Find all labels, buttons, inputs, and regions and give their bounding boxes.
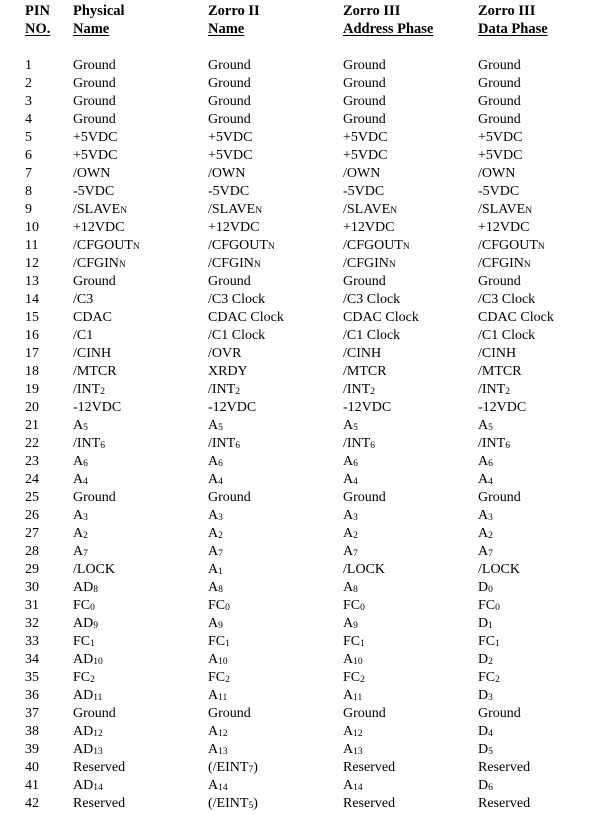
zorro3-address-cell: /CFGOUTN [343, 238, 410, 253]
table-row [0, 309, 594, 327]
pin-number-cell: 39 [25, 742, 39, 757]
table-row [0, 561, 594, 579]
zorro2-name-cell: $FC_0$ [208, 598, 230, 613]
pin-number-cell: 2 [25, 76, 32, 91]
physical-name-cell: $AD_{10}$ [73, 652, 103, 667]
zorro2-name-cell: $A_{11}$ [208, 688, 228, 703]
zorro3-data-cell: $D_4$ [478, 724, 493, 739]
table-row [0, 543, 594, 561]
physical-name-cell: +5VDC [73, 148, 118, 163]
zorro3-data-cell: Ground [478, 94, 521, 109]
zorro3-address-cell: CDAC Clock [343, 310, 419, 325]
header-pin-line1: PIN [25, 3, 50, 19]
zorro2-name-cell: $A_7$ [208, 544, 223, 559]
zorro3-address-cell: $A_7$ [343, 544, 358, 559]
physical-name-cell: /OWN [73, 166, 111, 181]
zorro3-address-cell: Ground [343, 274, 386, 289]
physical-name-cell: $A_7$ [73, 544, 88, 559]
pin-number-cell: 9 [25, 202, 32, 217]
zorro3-data-cell: +5VDC [478, 130, 523, 145]
zorro3-address-cell: /C1 Clock [343, 328, 401, 343]
table-row [0, 687, 594, 705]
zorro3-data-cell: $D_1$ [478, 616, 493, 631]
table-row [0, 363, 594, 381]
zorro3-address-cell: $A_{14}$ [343, 778, 363, 793]
zorro2-name-cell: $FC_1$ [208, 634, 230, 649]
zorro3-address-cell: /MTCR [343, 364, 387, 379]
table-row [0, 273, 594, 291]
zorro3-address-cell: Reserved [343, 796, 396, 811]
table-row [0, 93, 594, 111]
zorro3-address-cell: Ground [343, 94, 386, 109]
zorro3-address-cell: $A_4$ [343, 472, 358, 487]
pin-number-cell: 12 [25, 256, 39, 271]
zorro2-name-cell: $A_6$ [208, 454, 223, 469]
header-zorro3-data-line1: Zorro III [478, 3, 536, 19]
zorro3-data-cell: $D_2$ [478, 652, 493, 667]
physical-name-cell: /C1 [73, 328, 94, 343]
zorro3-address-cell: /CINH [343, 346, 382, 361]
physical-name-cell: $A_2$ [73, 526, 88, 541]
zorro3-data-cell: /OWN [478, 166, 516, 181]
pin-number-cell: 11 [25, 238, 39, 253]
header-zorro3-data-line2: Data Phase [478, 21, 548, 37]
header-zorro2-line2: Name [208, 21, 245, 37]
pin-number-cell: 37 [25, 706, 39, 721]
physical-name-cell: /LOCK [73, 562, 115, 577]
zorro2-name-cell: $A_3$ [208, 508, 223, 523]
table-row [0, 417, 594, 435]
physical-name-cell: $FC_1$ [73, 634, 95, 649]
zorro3-data-cell: $/INT_6$ [478, 436, 510, 451]
zorro3-data-cell: $/INT_2$ [478, 382, 510, 397]
zorro3-data-cell: +5VDC [478, 148, 523, 163]
zorro2-name-cell: $A_{12}$ [208, 724, 228, 739]
pin-number-cell: 1 [25, 58, 32, 73]
zorro3-address-cell: +12VDC [343, 220, 395, 235]
physical-name-cell: /C3 [73, 292, 94, 307]
physical-name-cell: Ground [73, 94, 116, 109]
zorro3-address-cell: $A_{11}$ [343, 688, 363, 703]
zorro2-name-cell: Ground [208, 94, 251, 109]
zorro3-data-cell: /C3 Clock [478, 292, 536, 307]
table-row [0, 129, 594, 147]
table-row [0, 399, 594, 417]
zorro3-address-cell: /OWN [343, 166, 381, 181]
physical-name-cell: Reserved [73, 796, 126, 811]
table-row [0, 111, 594, 129]
physical-name-cell: $A_5$ [73, 418, 88, 433]
zorro3-data-cell: $D_5$ [478, 742, 493, 757]
zorro3-data-cell: Ground [478, 706, 521, 721]
table-row [0, 237, 594, 255]
table-row [0, 777, 594, 795]
physical-name-cell: /CFGOUTN [73, 238, 140, 253]
zorro2-name-cell: $A_9$ [208, 616, 223, 631]
zorro2-name-cell: Ground [208, 706, 251, 721]
header-zorro3-address-line1: Zorro III [343, 3, 401, 19]
physical-name-cell: $A_4$ [73, 472, 88, 487]
table-row [0, 255, 594, 273]
zorro3-data-cell: Reserved [478, 760, 531, 775]
zorro3-address-cell: Ground [343, 112, 386, 127]
pin-number-cell: 19 [25, 382, 39, 397]
zorro2-name-cell: /OVR [208, 346, 242, 361]
zorro3-address-cell: $A_3$ [343, 508, 358, 523]
zorro2-name-cell: Ground [208, 274, 251, 289]
zorro2-name-cell: $A_{13}$ [208, 742, 228, 757]
zorro3-data-cell: $A_4$ [478, 472, 493, 487]
physical-name-cell: $AD_{13}$ [73, 742, 103, 757]
physical-name-cell: Ground [73, 490, 116, 505]
physical-name-cell: +5VDC [73, 130, 118, 145]
physical-name-cell: Ground [73, 112, 116, 127]
physical-name-cell: /MTCR [73, 364, 117, 379]
zorro3-data-cell: $A_6$ [478, 454, 493, 469]
pin-number-cell: 10 [25, 220, 39, 235]
physical-name-cell: $AD_8$ [73, 580, 98, 595]
pin-number-cell: 35 [25, 670, 39, 685]
zorro3-data-cell: /CFGOUTN [478, 238, 545, 253]
physical-name-cell: $/INT_6$ [73, 436, 105, 451]
physical-name-cell: -5VDC [73, 184, 115, 199]
pin-number-cell: 27 [25, 526, 39, 541]
zorro3-data-cell: CDAC Clock [478, 310, 554, 325]
zorro3-data-cell: Ground [478, 112, 521, 127]
zorro3-address-cell: $FC_2$ [343, 670, 365, 685]
pin-number-cell: 24 [25, 472, 39, 487]
zorro2-name-cell: $/INT_2$ [208, 382, 240, 397]
zorro3-address-cell: $FC_1$ [343, 634, 365, 649]
table-row [0, 507, 594, 525]
physical-name-cell: $FC_2$ [73, 670, 95, 685]
zorro2-name-cell: $/INT_6$ [208, 436, 240, 451]
zorro3-data-cell: $D_6$ [478, 778, 493, 793]
zorro3-data-cell: $D_3$ [478, 688, 493, 703]
physical-name-cell: $/INT_2$ [73, 382, 105, 397]
zorro2-name-cell: XRDY [208, 364, 248, 379]
zorro3-data-cell: Ground [478, 58, 521, 73]
zorro3-data-cell: $FC_1$ [478, 634, 500, 649]
table-row [0, 291, 594, 309]
pin-number-cell: 8 [25, 184, 32, 199]
pin-number-cell: 36 [25, 688, 39, 703]
zorro3-address-cell: $A_{12}$ [343, 724, 363, 739]
pin-number-cell: 29 [25, 562, 39, 577]
zorro3-data-cell: /CINH [478, 346, 517, 361]
zorro3-data-cell: Ground [478, 76, 521, 91]
zorro2-name-cell: /CFGINN [208, 256, 261, 271]
header-zorro3-address-line2: Address Phase [343, 21, 434, 37]
zorro3-address-cell: $/INT_6$ [343, 436, 375, 451]
table-row [0, 669, 594, 687]
table-row [0, 705, 594, 723]
zorro3-address-cell: +5VDC [343, 130, 388, 145]
zorro3-data-cell: Ground [478, 490, 521, 505]
table-row [0, 633, 594, 651]
physical-name-cell: Ground [73, 274, 116, 289]
zorro3-address-cell: $A_9$ [343, 616, 358, 631]
zorro2-name-cell: /C3 Clock [208, 292, 266, 307]
pin-number-cell: 34 [25, 652, 39, 667]
zorro3-address-cell: $A_6$ [343, 454, 358, 469]
table-row [0, 471, 594, 489]
table-row [0, 723, 594, 741]
zorro2-name-cell: /CFGOUTN [208, 238, 275, 253]
zorro3-data-cell: $A_3$ [478, 508, 493, 523]
zorro3-address-cell: /C3 Clock [343, 292, 401, 307]
table-row [0, 795, 594, 813]
pin-number-cell: 42 [25, 796, 39, 811]
physical-name-cell: +12VDC [73, 220, 125, 235]
pin-number-cell: 6 [25, 148, 32, 163]
zorro3-address-cell: Ground [343, 58, 386, 73]
zorro2-name-cell: Ground [208, 490, 251, 505]
pin-number-cell: 28 [25, 544, 39, 559]
pin-number-cell: 38 [25, 724, 39, 739]
pin-number-cell: 20 [25, 400, 39, 415]
pin-number-cell: 32 [25, 616, 39, 631]
zorro3-address-cell: /SLAVEN [343, 202, 398, 217]
zorro2-name-cell: /C1 Clock [208, 328, 266, 343]
pin-number-cell: 22 [25, 436, 39, 451]
zorro2-name-cell: +12VDC [208, 220, 260, 235]
table-row [0, 165, 594, 183]
physical-name-cell: Reserved [73, 760, 126, 775]
zorro2-name-cell: -12VDC [208, 400, 257, 415]
zorro3-data-cell: $A_2$ [478, 526, 493, 541]
zorro3-address-cell: $A_{10}$ [343, 652, 363, 667]
physical-name-cell: Ground [73, 58, 116, 73]
zorro3-data-cell: -12VDC [478, 400, 527, 415]
table-row [0, 651, 594, 669]
pin-number-cell: 3 [25, 94, 32, 109]
pin-number-cell: 14 [25, 292, 39, 307]
table-row [0, 597, 594, 615]
zorro3-data-cell: $FC_2$ [478, 670, 500, 685]
table-row [0, 435, 594, 453]
physical-name-cell: $AD_{14}$ [73, 778, 103, 793]
zorro3-address-cell: $A_5$ [343, 418, 358, 433]
zorro3-data-cell: Ground [478, 274, 521, 289]
zorro3-address-cell: $A_8$ [343, 580, 358, 595]
zorro3-data-cell: $FC_0$ [478, 598, 500, 613]
physical-name-cell: $AD_9$ [73, 616, 98, 631]
zorro2-name-cell: $A_{14}$ [208, 778, 228, 793]
zorro3-address-cell: /LOCK [343, 562, 385, 577]
zorro3-data-cell: $D_0$ [478, 580, 493, 595]
zorro2-name-cell: -5VDC [208, 184, 250, 199]
pin-number-cell: 5 [25, 130, 32, 145]
zorro2-name-cell: CDAC Clock [208, 310, 284, 325]
zorro2-name-cell: +5VDC [208, 148, 253, 163]
table-row [0, 201, 594, 219]
zorro3-data-cell: $A_5$ [478, 418, 493, 433]
zorro2-name-cell: $(/EINT_7)$ [208, 760, 258, 775]
zorro2-name-cell: $A_4$ [208, 472, 223, 487]
zorro2-name-cell: $A_{10}$ [208, 652, 228, 667]
zorro3-data-cell: -5VDC [478, 184, 520, 199]
zorro3-data-cell: /LOCK [478, 562, 520, 577]
zorro3-address-cell: $/INT_2$ [343, 382, 375, 397]
table-row [0, 75, 594, 93]
zorro3-address-cell: Reserved [343, 760, 396, 775]
zorro2-name-cell: $A_1$ [208, 562, 223, 577]
table-row [0, 219, 594, 237]
zorro2-name-cell: Ground [208, 58, 251, 73]
physical-name-cell: /CINH [73, 346, 112, 361]
zorro3-data-cell: Reserved [478, 796, 531, 811]
zorro3-address-cell: $A_2$ [343, 526, 358, 541]
pin-number-cell: 21 [25, 418, 39, 433]
header-zorro2-line1: Zorro II [208, 3, 260, 19]
pin-number-cell: 16 [25, 328, 39, 343]
zorro2-name-cell: Ground [208, 112, 251, 127]
pin-number-cell: 18 [25, 364, 39, 379]
physical-name-cell: -12VDC [73, 400, 122, 415]
zorro2-name-cell: $A_8$ [208, 580, 223, 595]
pin-number-cell: 41 [25, 778, 39, 793]
header-pin-line2: NO. [25, 21, 51, 37]
table-row [0, 345, 594, 363]
table-row [0, 525, 594, 543]
zorro3-address-cell: -12VDC [343, 400, 392, 415]
zorro3-data-cell: $A_7$ [478, 544, 493, 559]
physical-name-cell: CDAC [73, 310, 112, 325]
pin-number-cell: 23 [25, 454, 39, 469]
physical-name-cell: $FC_0$ [73, 598, 95, 613]
header-physical-line1: Physical [73, 3, 125, 19]
zorro3-address-cell: $FC_0$ [343, 598, 365, 613]
table-row [0, 147, 594, 165]
table-row [0, 183, 594, 201]
table-row [0, 381, 594, 399]
physical-name-cell: $AD_{11}$ [73, 688, 103, 703]
zorro3-data-cell: /CFGINN [478, 256, 531, 271]
zorro3-data-cell: /SLAVEN [478, 202, 533, 217]
pin-number-cell: 26 [25, 508, 39, 523]
zorro2-name-cell: $(/EINT_5)$ [208, 796, 258, 811]
table-row [0, 741, 594, 759]
pin-number-cell: 40 [25, 760, 39, 775]
zorro3-address-cell: Ground [343, 490, 386, 505]
table-row [0, 615, 594, 633]
zorro2-name-cell: /SLAVEN [208, 202, 263, 217]
zorro2-name-cell: $A_2$ [208, 526, 223, 541]
zorro3-address-cell: $A_{13}$ [343, 742, 363, 757]
table-row [0, 453, 594, 471]
table-row [0, 489, 594, 507]
pin-number-cell: 25 [25, 490, 39, 505]
pin-number-cell: 13 [25, 274, 39, 289]
zorro3-address-cell: -5VDC [343, 184, 385, 199]
physical-name-cell: $AD_{12}$ [73, 724, 103, 739]
pin-number-cell: 17 [25, 346, 39, 361]
pin-number-cell: 15 [25, 310, 39, 325]
physical-name-cell: $A_3$ [73, 508, 88, 523]
physical-name-cell: /CFGINN [73, 256, 126, 271]
table-row [0, 327, 594, 345]
zorro2-name-cell: /OWN [208, 166, 246, 181]
zorro2-name-cell: Ground [208, 76, 251, 91]
table-header [0, 2, 594, 38]
physical-name-cell: /SLAVEN [73, 202, 128, 217]
table-row [0, 759, 594, 777]
table-row [0, 579, 594, 597]
physical-name-cell: Ground [73, 706, 116, 721]
table-row [0, 57, 594, 75]
zorro3-address-cell: Ground [343, 76, 386, 91]
zorro3-address-cell: Ground [343, 706, 386, 721]
pin-number-cell: 4 [25, 112, 32, 127]
physical-name-cell: $A_6$ [73, 454, 88, 469]
pin-number-cell: 31 [25, 598, 39, 613]
pin-number-cell: 30 [25, 580, 39, 595]
pin-number-cell: 33 [25, 634, 39, 649]
zorro3-data-cell: /MTCR [478, 364, 522, 379]
physical-name-cell: Ground [73, 76, 116, 91]
zorro3-data-cell: /C1 Clock [478, 328, 536, 343]
pin-number-cell: 7 [25, 166, 32, 181]
zorro2-name-cell: +5VDC [208, 130, 253, 145]
zorro3-address-cell: +5VDC [343, 148, 388, 163]
zorro2-name-cell: $A_5$ [208, 418, 223, 433]
zorro3-address-cell: /CFGINN [343, 256, 396, 271]
zorro2-name-cell: $FC_2$ [208, 670, 230, 685]
header-physical-line2: Name [73, 21, 110, 37]
zorro3-data-cell: +12VDC [478, 220, 530, 235]
